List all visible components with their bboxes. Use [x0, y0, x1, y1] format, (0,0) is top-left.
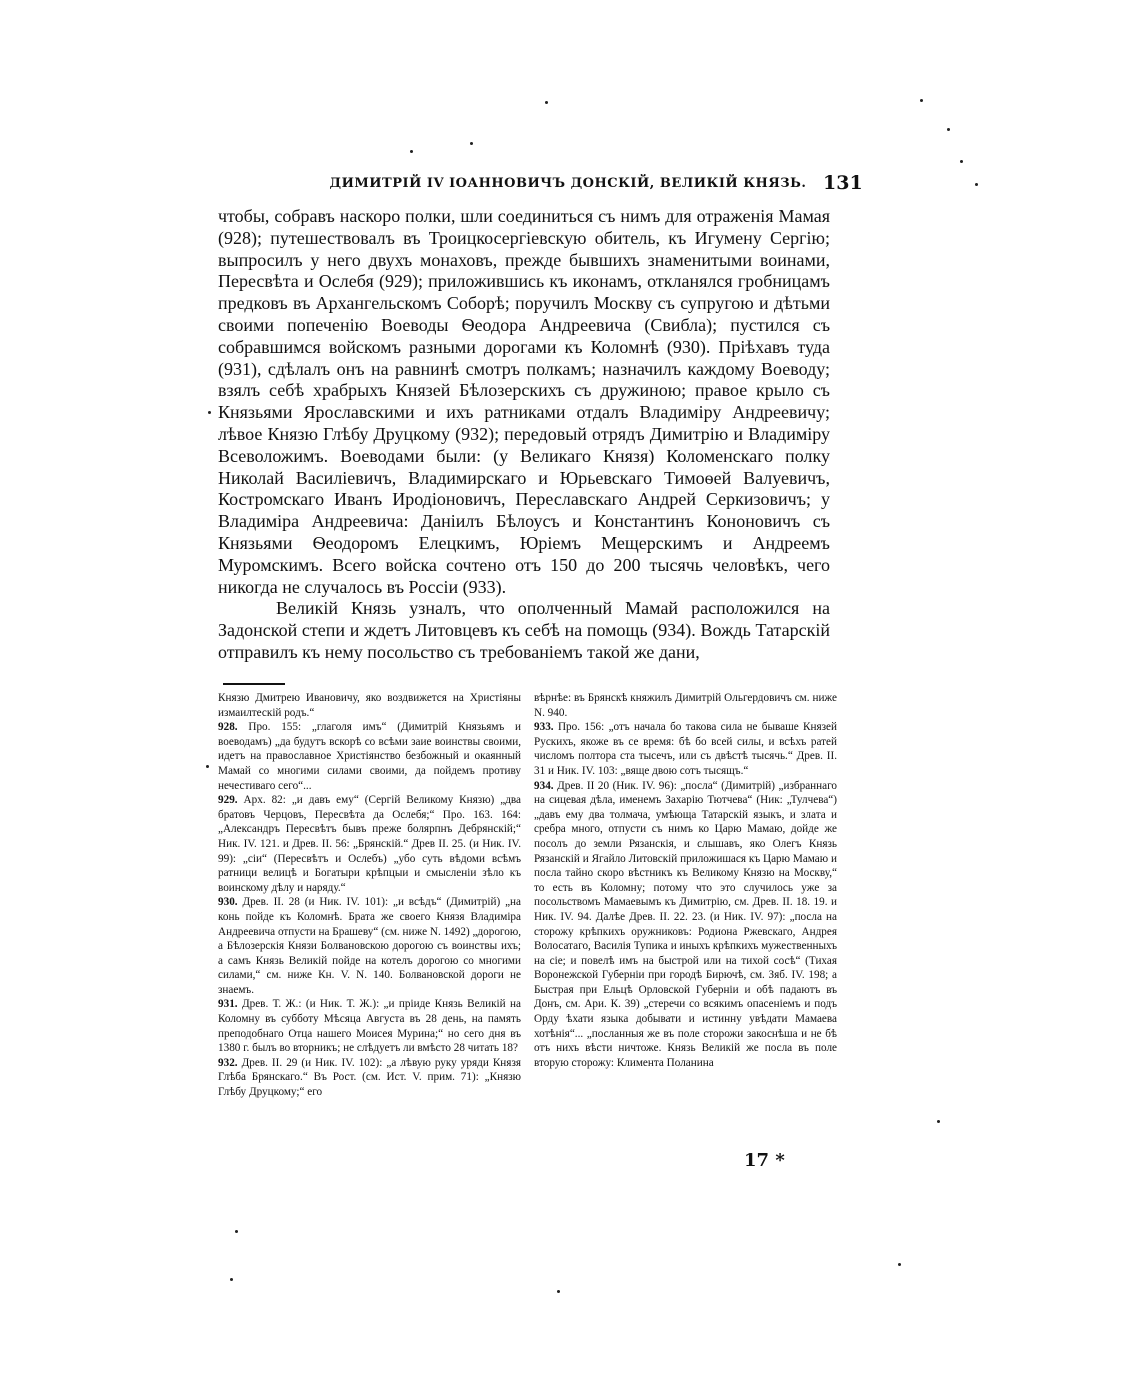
scan-speck: [937, 1120, 940, 1123]
book-page: [168, 88, 968, 1298]
scan-speck: [898, 1263, 901, 1266]
scan-speck: [920, 99, 923, 102]
scan-speck: [230, 1278, 233, 1281]
footnote: 934. Древ. II 20 (Ник. IV. 96): „посла“ (Димитрій) „избраннаго на сицевая дѣла, именемъ Захарію Тютчева“ (Ник: „Тулчева“) „давъ ему два толмача, умѣюща Татарскій языкъ, и злата и сребра много, отпусти съ нимъ ко Царю Мамаю, дойде же посолъ до земли Рязанскія, и слышавъ, яко Олегъ Князь Рязанскій и Ягайло Литовскій приложишася къ Царю Мамаю и посла тайно скоро вѣстникъ къ Великому Князю на Москву,“ то есть въ Коломну; потому что это случилось уже за посольствомъ Мамаевымъ къ Димитрію, см. Древ. II. 18. 19. и Ник. IV. 94. Далѣе Древ. II. 22. 23. (и Ник. IV. 97): „посла на сторожу крѣпкихъ оружниковъ: Родиона Ржевскаго, Андрея Волосатаго, Василія Тупика и иныхъ крѣпкихъ мужественныхъ на сіе; и повелѣ имъ на быстрой или на тихой сосѣ“ (Тихая Воронежской Губерніи при городѣ Бирючѣ, см. Зяб. IV. 198; а Быстрая при Ельцѣ Орловской Губерніи и обѣ падаютъ въ Донъ, см. Ари. К. 39) „стеречи со всякимъ опасеніемъ и подъ Орду ѣхати языка добывати и истинну увѣдати Мамаева хотѣнія“... „посланныя же въ поле сторожи закоснѣша и не бѣ отъ нихъ вѣсти ничтоже. Князь Великій же посла въ поле вторую сторожу: Климента Поланина: [534, 779, 838, 1069]
paragraph: Великій Князь узналъ, что ополченный Мамай расположился на Задонской степи и ждетъ Литовцевъ къ себѣ на помощь (934). Вождь Татарскій отправилъ къ нему посольство съ требованіемъ такой же дани,: [218, 598, 830, 662]
paragraph: чтобы, собравъ наскоро полки, шли соединиться съ нимъ для отраженія Мамая (928); путешествовалъ въ Троицкосергіевскую обитель, къ Игумену Сергію; выпросилъ у него двухъ монаховъ, прежде бывшихъ знаменитыми воинами, Пересвѣта и Ослебя (929); приложившись къ иконамъ, откланялся гробницамъ предковъ въ Архангельскомъ Соборѣ; поручилъ Москву съ супругою и дѣтьми своими попеченію Воеводы Ѳеодора Андреевича (Свибла); пустился съ собравшимся войскомъ разными дорогами къ Коломнѣ (930). Пріѣхавъ туда (931), сдѣлалъ онъ на равнинѣ смотръ полкамъ; назначилъ каждому Воеводу; взялъ себѣ храбрыхъ Князей Бѣлозерскихъ съ дружиною; правое крыло съ Князьями Ярославскими и ихъ ратниками отдалъ Владиміру Андреевичу; лѣвое Князю Глѣбу Друцкому (932); передовый отрядъ Димитрію и Владиміру Всеволожимъ. Воеводами были: (у Великаго Князя) Коломенскаго полку Николай Василіевичъ, Владимирскаго и Юрьевскаго Тимоѳей Валуевичъ, Костромскаго Иванъ Иродіоновичъ, Переславскаго Андрей Серкизовичъ; у Владиміра Андреевича: Даніилъ Бѣлоусъ и Константинъ Кононовичъ съ Князьями Ѳеодоромъ Елецкимъ, Юріемъ Мещерскимъ и Андреемъ Муромскимъ. Всего войска сочтено отъ 150 до 200 тысячь человѣкъ, чего никогда не случалось въ Россіи (933).: [218, 206, 830, 597]
footnote-divider: [223, 683, 285, 685]
scan-speck: [960, 160, 963, 163]
scan-speck: [470, 142, 473, 145]
scan-speck: [545, 101, 548, 104]
footnote: 930. Древ. II. 28 (и Ник. IV. 101): „и всѣдъ“ (Димитрій) „на конь пойде къ Коломнѣ. Брата же своего Князя Владиміра Андреевича отпусти на Брашеву“ (см. ниже N. 1492) „дорогою, а Бѣлозерскія Князи Болвановскою дорогою съ воинствы ихъ; а самъ Князь Великій пойде на котелъ дорогою со многими силами,“ см. ниже Кн. V. N. 140. Болвановской дороги не знаемъ.: [218, 896, 521, 996]
running-title: ДИМИТРІЙ IV ІОАННОВИЧЪ ДОНСКІЙ, ВЕЛИКІЙ КНЯЗЬ.: [329, 176, 807, 191]
footnotes-right-column: [534, 691, 837, 1070]
main-text: [218, 206, 830, 664]
scan-speck: [557, 1290, 560, 1293]
page-number: 131: [823, 172, 863, 194]
footnote: 928. Про. 155: „глаголя имъ“ (Димитрій Князьямъ и воеводамъ) „да будутъ вскорѣ со всѣми заие воинствы своими, идетъ на православное Христіянство безбожный и окаянный Мамай со многими силами своими, да пойдемъ противу нечестиваго сего“...: [218, 721, 522, 792]
scan-speck: [947, 128, 950, 131]
scan-speck: [208, 411, 211, 414]
footnote: 931. Древ. Т. Ж.: (и Ник. Т. Ж.): „и пріиде Князь Великій на Коломну въ субботу Мѣсяца Августа въ 28 день, на память преподобнаго Отца нашего Моисея Мурина;“ но сего дня въ 1380 г. былъ во вторникъ; не слѣдуетъ ли вмѣсто 28 читать 18?: [218, 998, 521, 1055]
footnotes-left-column: [218, 691, 521, 1100]
footnote: 933. Про. 156: „отъ начала бо такова сила не бываше Князей Рускихъ, якоже въ се время: бѣ бо всей силы, и всѣхъ ратей числомъ полтора ста тысечъ, или съ двѣстѣ тысячь.“ Древ. II. 31 и Ник. IV. 103: „вяще двою сотъ тысящъ.“: [534, 721, 838, 777]
footnote: вѣрнѣе: въ Брянскѣ княжилъ Димитрій Ольгердовичъ см. ниже N. 940.: [534, 692, 837, 719]
scan-speck: [206, 765, 209, 768]
signature-mark: 17 *: [744, 1150, 785, 1171]
scan-speck: [235, 1230, 238, 1233]
footnote: 929. Арх. 82: „и давъ ему“ (Сергій Великому Князю) „два братовъ Черцовъ, Пересвѣта да Ослебя;“ Про. 163. 164: „Александръ Пересвѣтъ бывъ преже болярпнъ Дебрянскій;“ Ник. IV. 121. и Древ. II. 56: „Брянскій.“ Древ II. 25. (и Ник. IV. 99): „сіи“ (Пересвѣтъ и Ослебъ) „убо суть вѣдоми всѣмъ ратници велицѣ и Богатыри крѣпцыи и смысленіи зѣло къ воинскому дѣлу и наряду.“: [218, 794, 521, 894]
scan-speck: [975, 183, 978, 186]
footnote: 932. Древ. II. 29 (и Ник. IV. 102): „а лѣвую руку уряди Князя Глѣба Брянскаго.“ Въ Рост. (см. Ист. V. прим. 71): „Князю Глѣбу Друцкому;“ его: [218, 1056, 522, 1099]
scan-speck: [410, 150, 413, 153]
footnote: Князю Дмитрею Ивановичу, яко воздвижется на Христіяны измаилтескій родъ.“: [218, 692, 521, 719]
